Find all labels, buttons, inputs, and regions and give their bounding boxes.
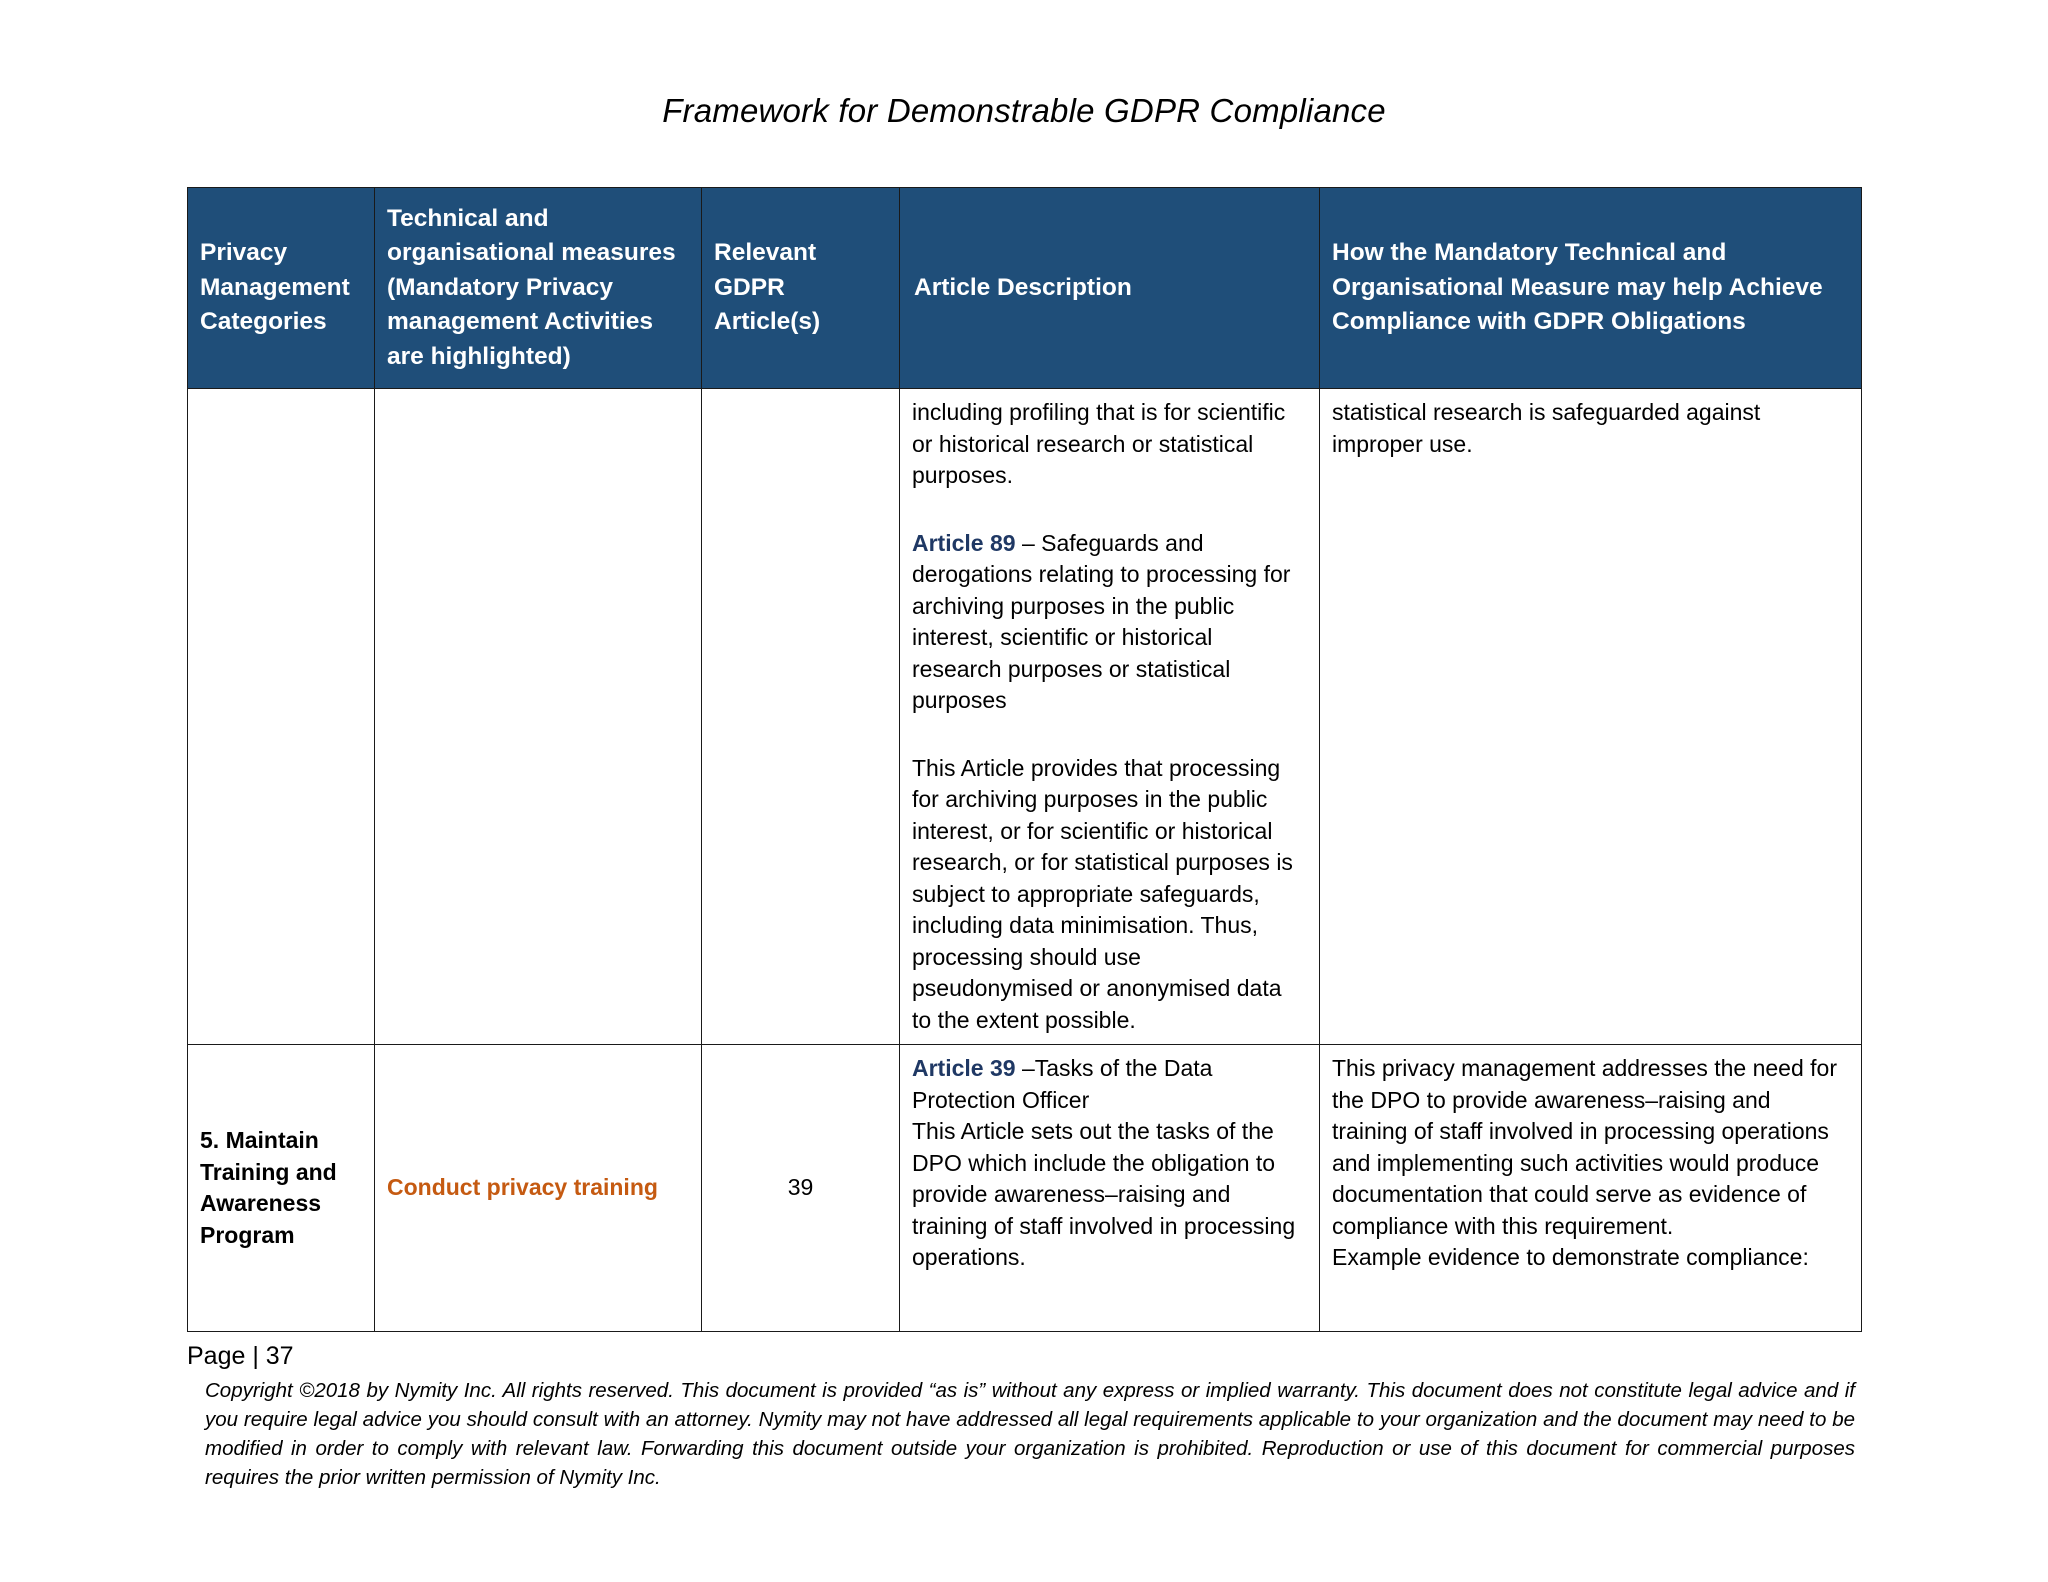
evidence-label: Example evidence to demonstrate compliance: [1332,1244,1809,1270]
measure-cell: Conduct privacy training [375,1045,702,1332]
article-89-title: – Safeguards and derogations relating to processing for archiving purposes in the public interest, scientific or historical research purposes or statistical purposes [912,529,1291,713]
compliance-text: This privacy management addresses the need for the DPO to provide awareness–raising and training of staff involved in processing operations and implementing such activities would produce documentation that could serve as evidence of compliance with this requirement. [1332,1055,1837,1239]
header-measures: Technical and organisational measures (Mandatory Privacy management Activities are highlighted) [375,188,702,389]
table-header [188,188,1862,389]
gdpr-compliance-table [187,187,1862,1332]
article-39-title: –Tasks of the Data Protection Officer [912,1055,1213,1113]
document-title: Framework for Demonstrable GDPR Compliance [662,92,1386,129]
description-cell [900,389,1320,1045]
header-compliance-help: How the Mandatory Technical and Organisational Measure may help Achieve Compliance with GDPR Obligations [1320,188,1862,389]
articles-cell: 39 [702,1045,900,1332]
articles-cell [702,389,900,1045]
category-cell: 5. Maintain Training and Awareness Program [188,1045,375,1332]
article-89-body: This Article provides that processing for archiving purposes in the public interest, or for scientific or historical research, or for statistical purposes is subject to appropriate safeguards, including data minimisation. Thus, processing should use pseudonymised or anonymised data to the extent possible. [912,754,1293,1033]
header-article-description: Article Description [900,188,1320,389]
compliance-cell: statistical research is safeguarded against improper use. [1320,389,1862,1045]
header-relevant-articles: Relevant GDPR Article(s) [702,188,900,389]
table-row [188,1045,1862,1332]
compliance-cell [1320,1045,1862,1332]
copyright-notice: Copyright ©2018 by Nymity Inc. All rights reserved. This document is provided “as is” without any express or implied warranty. This document does not constitute legal advice and if you require legal advice you should consult with an attorney. Nymity may not have addressed all legal requirements applicable to your organization and the document may need to be modified in order to comply with relevant law. Forwarding this document outside your organization is prohibited. Reproduction or use of this document for commercial purposes requires the prior written permission of Nymity Inc. [205,1379,1855,1489]
article-89-label: Article 89 [912,529,1016,556]
description-intro: including profiling that is for scientific or historical research or statistical purposes. [912,399,1286,488]
header-privacy-categories: Privacy Management Categories [188,188,375,389]
description-cell [900,1045,1320,1332]
article-39-paragraph [912,1053,1307,1116]
measure-cell [375,389,702,1045]
article-39-label: Article 39 [912,1055,1016,1081]
category-cell [188,389,375,1045]
article-39-body: This Article sets out the tasks of the DPO which include the obligation to provide awareness–raising and training of staff involved in processing operations. [912,1118,1296,1270]
table-row [188,389,1862,1045]
header-row [188,188,1862,389]
page-number: Page | 37 [187,1342,294,1370]
article-89-paragraph [912,528,1307,717]
